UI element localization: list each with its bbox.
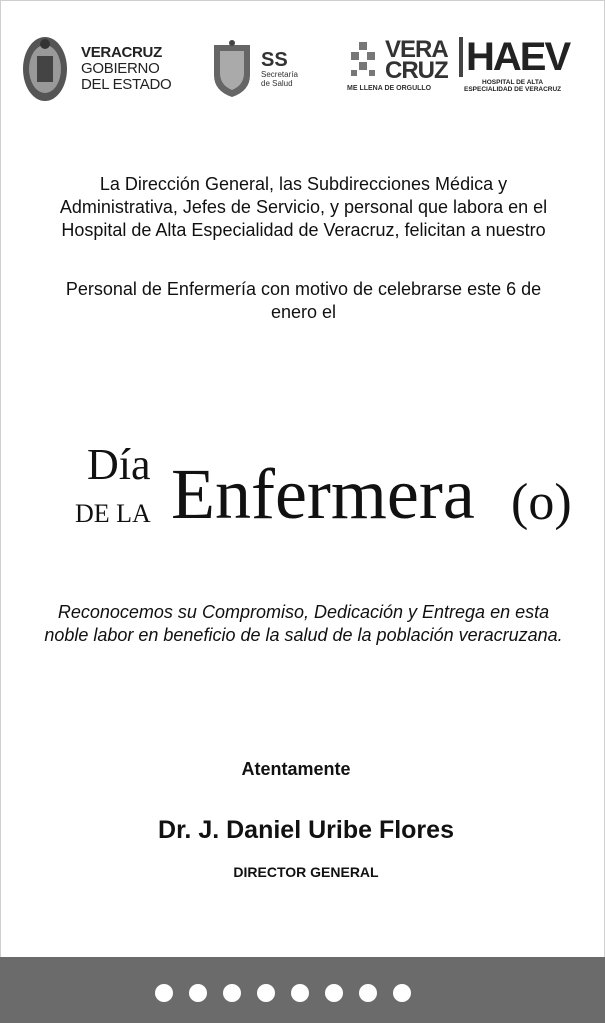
carousel-dot-2[interactable] xyxy=(189,984,207,1002)
haev-bar-icon xyxy=(456,35,466,79)
carousel-bar xyxy=(0,957,605,1023)
headline-de-la: DE LA xyxy=(75,499,151,528)
veracruz-line1: VERACRUZ xyxy=(81,44,162,61)
ss-shield-icon xyxy=(211,39,253,99)
carousel-dot-7[interactable] xyxy=(359,984,377,1002)
recognition-text: Reconocemos su Compromiso, Dedicación y Entrega en esta noble labor en beneficio de la salud de la población veracruzana. xyxy=(44,602,563,645)
haev-line1: HOSPITAL DE ALTA xyxy=(482,79,544,86)
veracruz-seal-icon xyxy=(21,34,69,104)
veracruz-flower-icon xyxy=(347,40,379,80)
veracruz-government-logo xyxy=(21,34,171,104)
carousel-dot-4[interactable] xyxy=(257,984,275,1002)
headline-suffix: (o) xyxy=(511,474,572,531)
carousel-dot-3[interactable] xyxy=(223,984,241,1002)
carousel-dot-5[interactable] xyxy=(291,984,309,1002)
veracruz-line2: GOBIERNO xyxy=(81,60,160,77)
veracruz-brand-line1: VERA xyxy=(385,36,448,63)
ss-line1: Secretaría xyxy=(261,70,298,79)
ss-logo xyxy=(211,39,298,99)
ss-line2: de Salud xyxy=(261,79,293,88)
carousel-dot-6[interactable] xyxy=(325,984,343,1002)
veracruz-brand-logo xyxy=(347,36,448,92)
haev-line2: ESPECIALIDAD DE VERACRUZ xyxy=(463,86,562,93)
haev-acronym: HAEV xyxy=(466,35,570,79)
intro-paragraph-2: Personal de Enfermería con motivo de celebrarse este 6 de enero el xyxy=(65,279,542,322)
closing-atentamente: Atentamente xyxy=(241,759,351,779)
ss-text xyxy=(261,50,298,88)
headline xyxy=(1,431,605,541)
carousel-dot-1[interactable] xyxy=(155,984,173,1002)
signer-name: Dr. J. Daniel Uribe Flores xyxy=(158,816,454,844)
intro-paragraph-1: La Dirección General, las Subdirecciones Médica y Administrativa, Jefes de Servicio, y personal que labora en el Hospital de Alta Especialidad de Veracruz, felicitan a nuestro xyxy=(59,174,548,240)
headline-dia: Día xyxy=(87,440,151,489)
ss-acronym: SS xyxy=(261,49,288,71)
carousel-dot-8[interactable] xyxy=(393,984,411,1002)
veracruz-brand-tagline: ME LLENA DE ORGULLO xyxy=(347,85,432,92)
carousel-dots xyxy=(155,984,411,1002)
haev-logo xyxy=(456,35,569,93)
veracruz-brand-block xyxy=(347,36,448,92)
veracruz-line3: DEL ESTADO xyxy=(81,76,172,93)
headline-enfermera: Enfermera xyxy=(171,454,475,534)
veracruz-government-text xyxy=(81,45,171,93)
veracruz-brand-text xyxy=(385,36,448,84)
logo-strip xyxy=(1,31,605,111)
veracruz-brand-line2: CRUZ xyxy=(385,57,448,84)
signer-role: DIRECTOR GENERAL xyxy=(233,864,379,880)
